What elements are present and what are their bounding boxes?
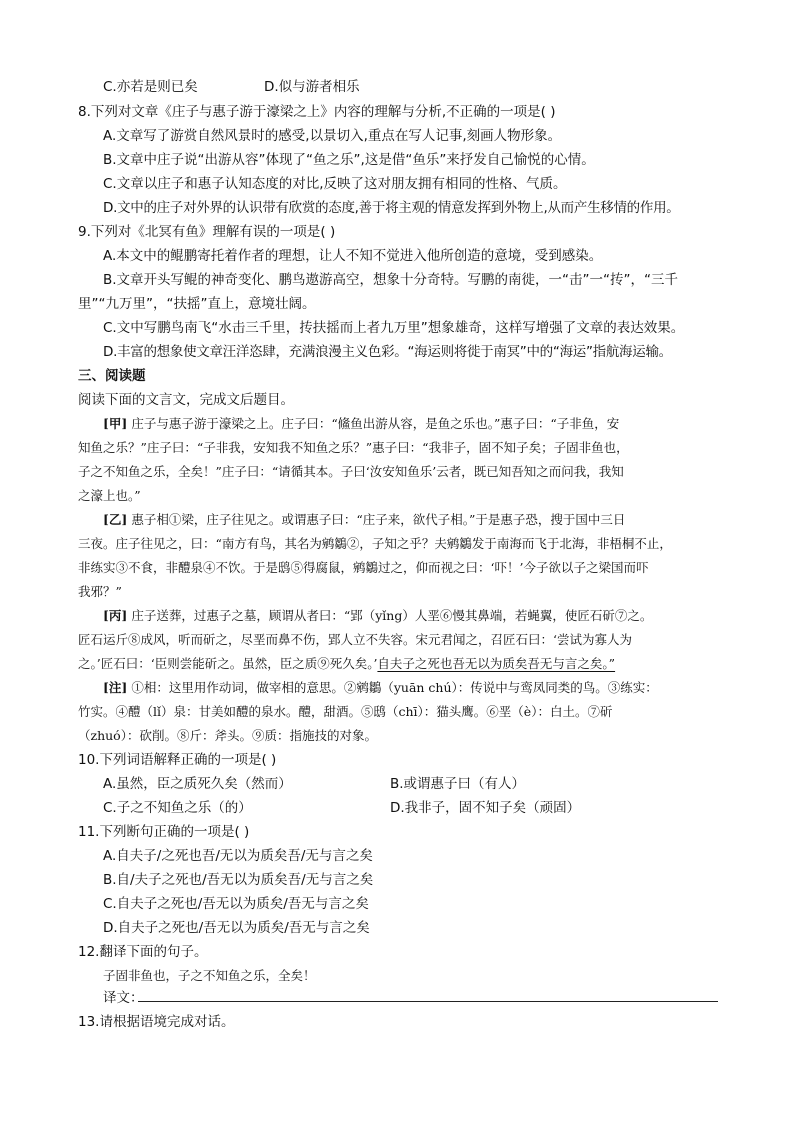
section-intro: 阅读下面的文言文，完成文后题目。: [78, 392, 294, 408]
q8-option-b: B.文章中庄子说“出游从容”体现了“鱼之乐”,这是借“鱼乐”来抒发自己愉悦的心情。: [103, 152, 595, 168]
passage-bing-text3: 之。’匠石曰：‘臣则尝能斫之。虽然，臣之质⑨死久矣。’: [78, 656, 378, 671]
passage-jia-text1: 庄子与惠子游于濠梁之上。庄子曰：“鯈鱼出游从容，是鱼之乐也。”惠子曰：“子非鱼，安: [131, 416, 620, 431]
q12-sentence: 子固非鱼也，子之不知鱼之乐，全矣！: [103, 968, 316, 983]
q11-option-a: A.自夫子/之死也吾/无以为质矣吾/无与言之矣: [103, 848, 373, 864]
q8-option-d: D.文中的庄子对外界的认识带有欣赏的态度,善于将主观的情意发挥到外物上,从而产生移情的作用。: [103, 200, 680, 216]
notes-line1: [103, 679, 658, 697]
passage-jia-line4: 之濠上也。”: [78, 488, 141, 503]
passage-jia-line2: 知鱼之乐？”庄子曰：“子非我，安知我不知鱼之乐？”惠子曰：“我非子，固不知子矣；子固非鱼也，: [78, 440, 629, 455]
q9-option-b-line2: 里”“九万里”，“扶摇”直上，意境壮阔。: [78, 296, 316, 312]
notes-line2: 竹实。④醴（lǐ）泉：甘美如醴的泉水。醴，甜酒。⑤鸱（chī）：猫头鹰。⑥垩（è）：白土。⑦斫: [78, 704, 613, 719]
q10-option-c: C.子之不知鱼之乐（的）: [103, 800, 252, 816]
passage-bing-text1: 庄子送葬，过惠子之墓，顾谓从者曰：“郢（yǐng）人垩⑥慢其鼻端，若蝇翼，使匠石斫⑦之。: [131, 608, 653, 623]
q7-option-d: D.似与游者相乐: [264, 79, 360, 95]
q8-option-c: C.文章以庄子和惠子认知态度的对比,反映了这对朋友拥有相同的性格、气质。: [103, 176, 567, 192]
q9-option-a: A.本文中的鲲鹏寄托着作者的理想，让人不知不觉进入他所创造的意境，受到感染。: [103, 248, 603, 264]
underlined-sentence: 自夫子之死也吾无以为质矣吾无与言之矣。”: [377, 656, 616, 671]
passage-bing-line2: 匠石运斤⑧成风，听而斫之，尽垩而鼻不伤，郢人立不失容。宋元君闻之，召匠石曰：‘尝试为寡人为: [78, 632, 632, 647]
q12-answer-line[interactable]: [138, 1000, 718, 1002]
q12-answer-label: 译文：: [103, 990, 144, 1006]
q9-stem: 9.下列对《北冥有鱼》理解有误的一项是( ): [78, 224, 336, 240]
passage-yi-line1: [103, 511, 625, 529]
q11-stem: 11.下列断句正确的一项是( ): [78, 824, 250, 840]
passage-yi-tag: [乙]: [103, 512, 128, 527]
q11-option-b: B.自/夫子之死也/吾无以为质矣吾/无与言之矣: [103, 872, 374, 888]
notes-text1: ①相：这里用作动词，做宰相的意思。②鹓鶵（yuān chú）：传说中与鸾凤同类的鸟。③练实：: [131, 680, 658, 695]
q11-option-d: D.自夫子之死也/吾无以为质矣/吾无与言之矣: [103, 920, 370, 936]
q10-option-d: D.我非子，固不知子矣（顽固）: [390, 800, 581, 816]
q8-stem: 8.下列对文章《庄子与惠子游于濠梁之上》内容的理解与分析,不正确的一项是( ): [78, 104, 556, 120]
q10-stem: 10.下列词语解释正确的一项是( ): [78, 752, 277, 768]
passage-jia-tag: [甲]: [103, 416, 128, 431]
passage-jia-line1: [103, 415, 619, 433]
q8-option-a: A.文章写了游赏自然风景时的感受,以景切入,重点在写人记事,刻画人物形象。: [103, 128, 562, 144]
passage-bing-tag: [丙]: [103, 608, 128, 623]
passage-bing-line1: [103, 607, 652, 625]
passage-yi-line4: 我邪？”: [78, 584, 122, 599]
q12-stem: 12.翻译下面的句子。: [78, 944, 208, 960]
q7-option-c: C.亦若是则已矣: [103, 79, 198, 95]
q13-stem: 13.请根据语境完成对话。: [78, 1014, 235, 1030]
q9-option-d: D.丰富的想象使文章汪洋恣肆，充满浪漫主义色彩。“海运则将徙于南冥”中的“海运”指航海运输。: [103, 344, 672, 360]
passage-yi-line3: 非练实③不食，非醴泉④不饮。于是鸱⑤得腐鼠，鹓鶵过之，仰而视之曰：‘吓！’今子欲以子之梁国而吓: [78, 560, 649, 575]
q11-option-c: C.自夫子之死也/吾无以为质矣/吾无与言之矣: [103, 896, 369, 912]
q10-option-a: A.虽然，臣之质死久矣（然而）: [103, 776, 292, 792]
section-heading: 三、阅读题: [78, 368, 146, 384]
notes-line3: （zhuó）：砍削。⑧斤：斧头。⑨质：指施技的对象。: [78, 728, 377, 743]
passage-bing-line3: [78, 655, 615, 673]
q10-option-b: B.或谓惠子曰（有人）: [390, 776, 526, 792]
passage-jia-line3: 子之不知鱼之乐，全矣！”庄子曰：“请循其本。子曰‘汝安知鱼乐’云者，既已知吾知之而问我，我知: [78, 464, 624, 479]
passage-yi-text1: 惠子相①梁，庄子往见之。或谓惠子曰：“庄子来，欲代子相。”于是惠子恐，搜于国中三日: [131, 512, 626, 527]
q9-option-c: C.文中写鹏鸟南飞“水击三千里，抟扶摇而上者九万里”想象雄奇，这样写增强了文章的表达效果。: [103, 320, 685, 336]
q9-option-b-line1: B.文章开头写鲲的神奇变化、鹏鸟遨游高空，想象十分奇特。写鹏的南徙，一“击”一“抟”，“三千: [103, 272, 679, 288]
passage-yi-line2: 三夜。庄子往见之，曰：“南方有鸟，其名为鹓鶵②，子知之乎？夫鹓鶵发于南海而飞于北海，非梧桐不止，: [78, 536, 672, 551]
notes-tag: [注]: [103, 680, 128, 695]
